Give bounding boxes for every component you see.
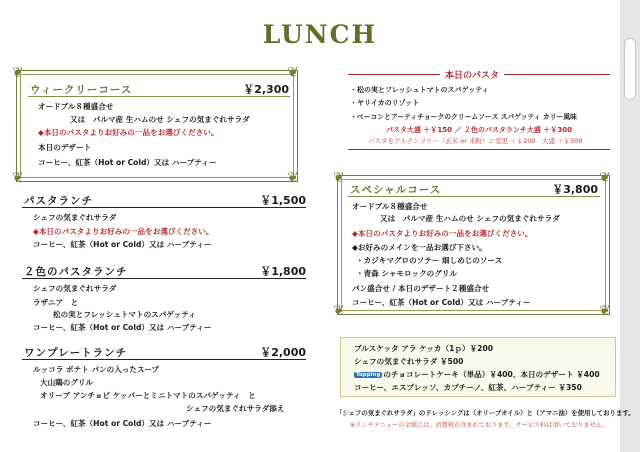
extras-line: シェフの気まぐれサラダ ￥500 [354, 357, 464, 366]
corner-flourish-icon: ❦ [12, 170, 24, 186]
menu-line: オリーブ アンチョビ ケッパーとミニトマトのスパゲッティ と [40, 391, 256, 400]
pasta-item: ・ベーコンとアーティチョークのクリームソース スパゲッティ カリー風味 [350, 113, 577, 121]
menu-line: ・カジキマグロのソテー 畑しめじのソース [356, 256, 503, 265]
menu-line: 大山鶏のグリル [40, 378, 94, 387]
special-course-price: ￥3,800 [552, 183, 598, 196]
menu-line: 本日のデザート [38, 143, 92, 152]
menu-line: 松の実とフレッシュトマトのスパゲッティ [53, 310, 196, 319]
menu-line: ・青森 シャモロックのグリル [356, 269, 458, 278]
divider [348, 196, 600, 197]
two-color-pasta-price: ￥1,800 [260, 265, 306, 278]
page-title: LUNCH [262, 20, 378, 49]
divider [22, 207, 306, 208]
topping-tag-suffix: の [383, 370, 392, 379]
menu-line: コーヒー、紅茶（Hot or Cold）又は ハーブティー [352, 298, 531, 307]
menu-line: コーヒー、紅茶（Hot or Cold）又は ハーブティー [33, 240, 212, 249]
corner-flourish-icon: ❦ [287, 65, 299, 81]
weekly-course-name: ウィークリーコース [30, 84, 133, 96]
one-plate-name: ワンプレートランチ [24, 347, 128, 359]
menu-line: シェフの気まぐれサラダ [33, 213, 117, 222]
pasta-item: ・ヤリイカのリゾット [350, 99, 420, 107]
special-course-header [350, 181, 598, 197]
menu-line: オードブル８種盛合せ [352, 202, 428, 211]
extras-line [354, 369, 600, 380]
divider [28, 96, 290, 97]
divider [22, 359, 306, 360]
todays-pasta-rule [348, 149, 610, 150]
pasta-item: ・松の実とフレッシュトマトのスパゲッティ [350, 86, 489, 94]
special-course-name: スペシャルコース [350, 184, 442, 196]
corner-flourish-icon: ❦ [599, 170, 611, 186]
menu-line: シェフの気まぐれサラダ添え [186, 404, 285, 413]
weekly-course-price: ￥2,300 [243, 83, 289, 96]
menu-line: ルッコラ ポテト パンの入ったスープ [33, 365, 160, 374]
extras-line: コーヒー、エスプレッソ、カプチーノ、紅茶、ハーブティー ￥350 [354, 383, 582, 392]
corner-flourish-icon: ❦ [333, 303, 345, 319]
tax-note: ※ランチメニューの金額には、消費税が含まれております。サービス料は頂いておりません。 [350, 422, 609, 429]
corner-flourish-icon: ❦ [287, 170, 299, 186]
todays-pasta-title: 本日のパスタ [440, 68, 504, 81]
menu-line: ◆お好みのメインを一品お選び下さい。 [352, 243, 487, 252]
one-plate-header [24, 344, 306, 360]
menu-line: コーヒー、紅茶（Hot or Cold）又は ハーブティー [38, 158, 217, 167]
scrollbar-track[interactable] [620, 0, 640, 452]
menu-line: パン盛合せ / 本日のデザート２種盛合せ [352, 284, 490, 293]
topping-tag: Topping [356, 371, 381, 378]
menu-line: ラザニア と [33, 298, 79, 307]
one-plate-price: ￥2,000 [260, 346, 306, 359]
corner-flourish-icon: ❦ [12, 65, 24, 81]
pasta-upgrade-note: パスタ大盛 ＋￥150 ／ ２色のパスタランチ大盛 ＋￥300 [386, 126, 572, 134]
weekly-course-header [30, 81, 289, 97]
divider [22, 278, 306, 279]
extras-line-text: チョコレートケーキ（単品）￥400、本日のデザート ￥400 [391, 370, 600, 379]
menu-line: コーヒー、紅茶（Hot or Cold）又は ハーブティー [33, 419, 212, 428]
corner-flourish-icon: ❦ [599, 303, 611, 319]
two-color-pasta-name: ２色のパスタランチ [24, 266, 128, 278]
menu-line: 又は パルマ産 生ハムのせ シェフの気まぐれサラダ [380, 214, 560, 223]
pasta-lunch-header [24, 192, 306, 208]
menu-line: ◆本日のパスタよりお好みの一品をお選びください。 [352, 229, 533, 238]
menu-line: 又は パルマ産 生ハムのせ シェフの気まぐれサラダ [70, 115, 250, 124]
menu-line: ◆本日のパスタよりお好みの一品をお選びください。 [38, 128, 219, 137]
dressing-note: 「シェフの気まぐれサラダ」のドレッシングは（オリーブオイル）と（アマニ油）を使用しております。 [336, 409, 635, 417]
menu-line: コーヒー、紅茶（Hot or Cold）又は ハーブティー [33, 323, 212, 332]
pasta-lunch-name: パスタランチ [24, 195, 93, 207]
menu-line: シェフの気まぐれサラダ [33, 284, 117, 293]
menu-line: ◆本日のパスタよりお好みの一品をお選びください。 [33, 227, 214, 236]
gluten-free-note: パスタをグルテンフリー（玄米 or 米粉）に変更 ＋￥200 大盛 ＋￥300 [368, 137, 583, 145]
extras-line: ブルスケッタ アラ ケッカ（1ｐ）￥200 [354, 344, 494, 353]
menu-line: オードブル８種盛合せ [38, 102, 114, 111]
two-color-pasta-header [24, 263, 306, 279]
pasta-lunch-price: ￥1,500 [260, 194, 306, 207]
corner-flourish-icon: ❦ [333, 170, 345, 186]
